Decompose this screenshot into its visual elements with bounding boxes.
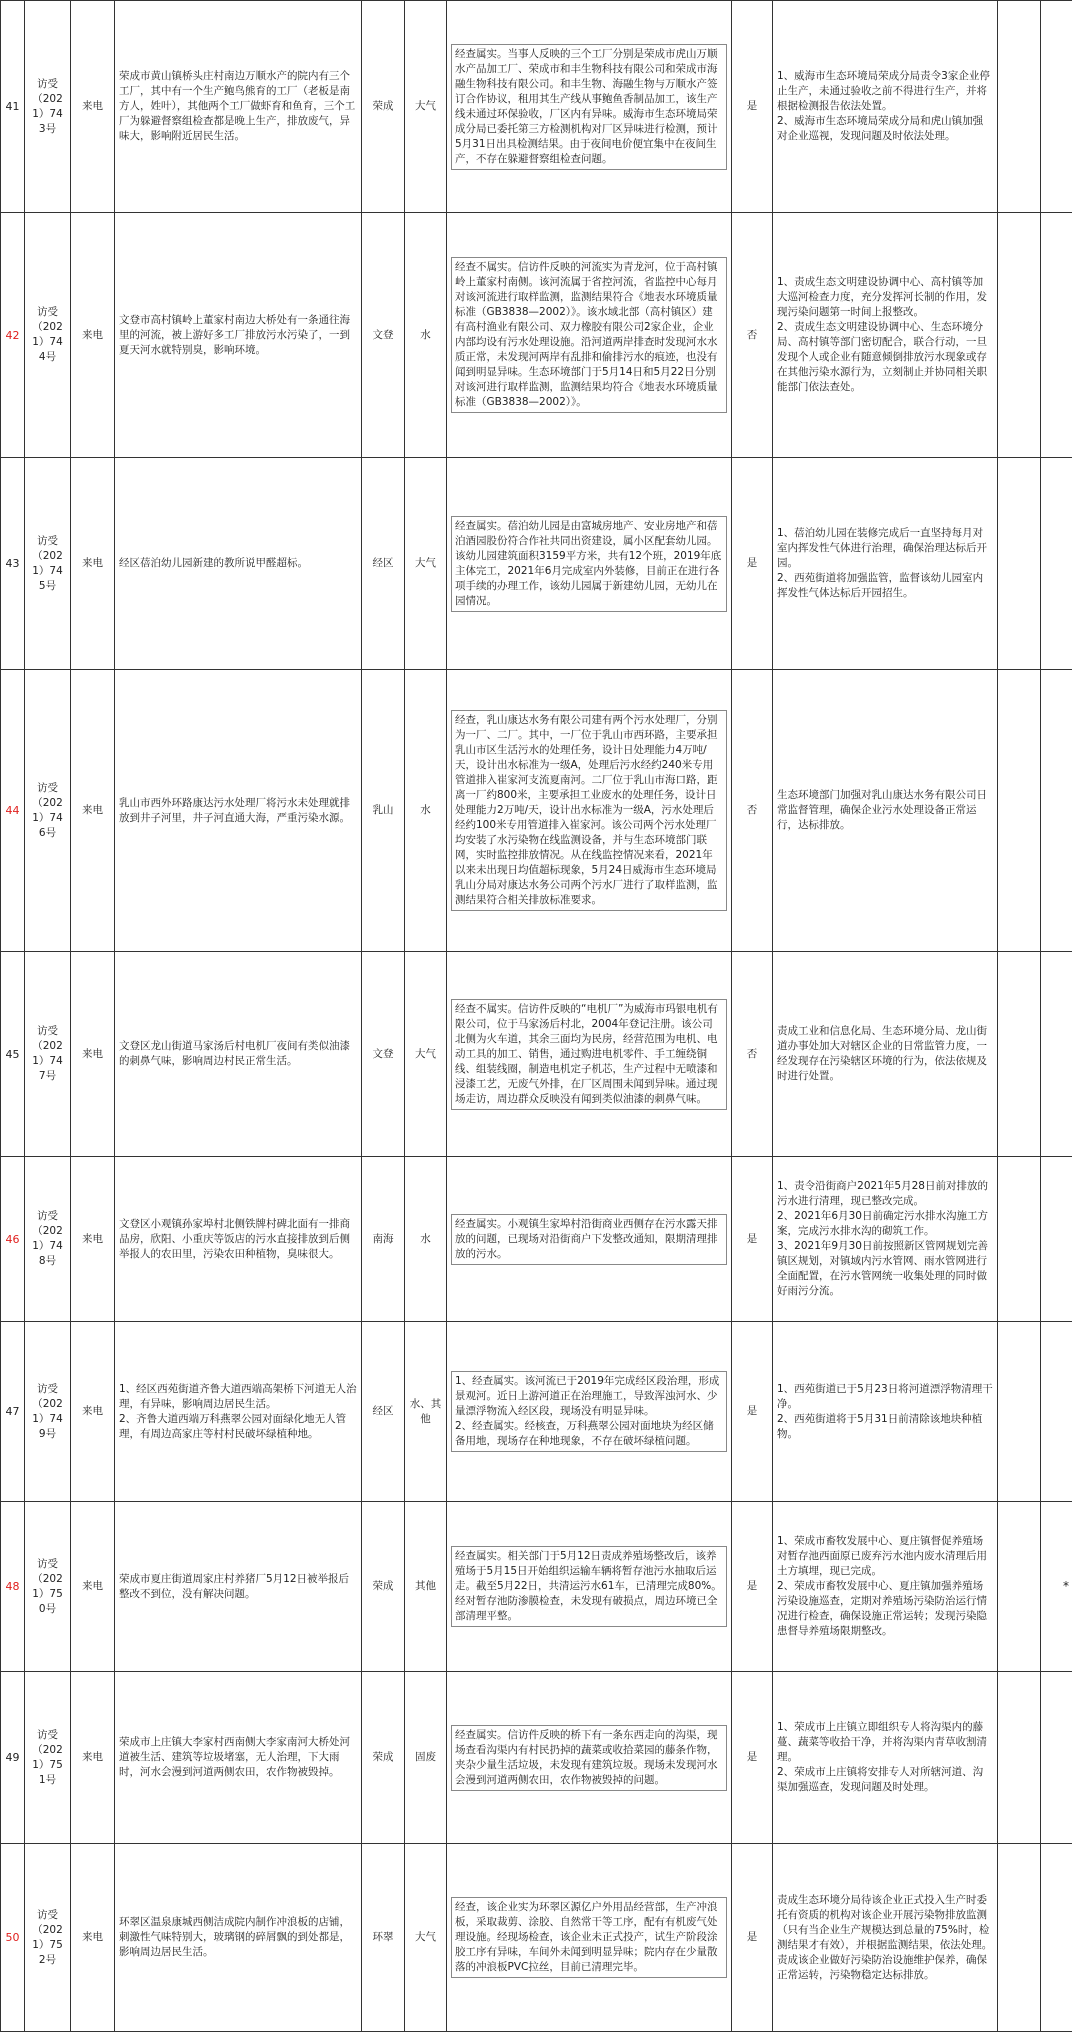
- issue-description: 经区蓓泊幼儿园新建的教所说甲醛超标。: [115, 458, 362, 670]
- finding-text: 经查属实。相关部门于5月12日责成养殖场整改后，该养殖场于5月15日开始组织运输车辆将暂存池污水抽取后运走。截至5月22日，共清运污水61车，已清理完成80%。经对暂存池防渗膜检查，未发现有破损点，周边环境已全部清理平整。: [451, 1546, 727, 1627]
- issue-description: 文登区小观镇孙家埠村北侧铁牌村碑北面有一排商品房，欣阳、小重庆等饭店的污水直接排放到后侧举报人的农田里，污染农田种植物，臭味很大。: [115, 1157, 362, 1322]
- note-cell: [1041, 1, 1072, 213]
- table-row: [1, 213, 1072, 458]
- verified-status: 是: [732, 1322, 773, 1502]
- handling-action: 1、荣成市上庄镇立即组织专人将沟渠内的藤蔓、蔬菜等收拾干净，并将沟渠内青草收割清理。 2、荣成市上庄镇将安排专人对所辖河道、沟渠加强巡查，发现问题及时处理。: [773, 1672, 998, 1844]
- pollution-type: 大气: [405, 1, 447, 213]
- verified-status: 是: [732, 1, 773, 213]
- pollution-type: 水、其他: [405, 1322, 447, 1502]
- table-row: [1, 1672, 1072, 1844]
- pollution-type: 其他: [405, 1502, 447, 1672]
- row-number: 49: [1, 1672, 25, 1844]
- handling-action: 责成生态环境分局待该企业正式投入生产时委托有资质的机构对该企业开展污染物排放监测（只有当企业生产规模达到总量的75%时，检测结果才有效），并根据监测结果，依法处理。责成该企业做好污染防治设施维护保养，确保正常运转，污染物稳定达标排放。: [773, 1844, 998, 2032]
- batch-number: 访受（2021）748号: [25, 1157, 71, 1322]
- note-cell: [1041, 1844, 1072, 2032]
- batch-number: 访受（2021）747号: [25, 952, 71, 1157]
- table-row: [1, 458, 1072, 670]
- row-number: 45: [1, 952, 25, 1157]
- row-number: 42: [1, 213, 25, 458]
- source-type: 来电: [71, 1157, 115, 1322]
- batch-number: 访受（2021）751号: [25, 1672, 71, 1844]
- source-type: 来电: [71, 1672, 115, 1844]
- finding-text: 经查不属实。信访件反映的河流实为青龙河，位于高村镇岭上董家村南侧。该河流属于省控河流，省监控中心每月对该河流进行取样监测，监测结果符合《地表水环境质量标准（GB3838—2002）》。该水域北部（高村镇区）建有高村渔业有限公司、双力橡胶有限公司2家企业，企业内部均设有污水处理设施。沿河道两岸排查时发现河水水质正常，未发现河两岸有乱排和偷排污水的痕迹，也没有闻到明显异味。生态环境部门于5月14日和5月22日分别对该河进行取样监测，监测结果均符合《地表水环境质量标准（GB3838—2002）》。: [451, 257, 727, 413]
- finding-text: 经查不属实。信访件反映的“电机厂”为威海市玛银电机有限公司，位于马家汤后村北，2004年登记注册。该公司北侧为火车道，其余三面均为民房，经营范围为电机、电动工具的加工、销售，通过购进电机零件、手工缠绕铜线、组装线圈，制造电机定子机芯，生产过程中无喷漆和浸漆工艺，无废气外排，在厂区周围未闻到异味。通过现场走访，周边群众反映没有闻到类似油漆的刺鼻气味。: [451, 999, 727, 1110]
- resolved-status: [998, 952, 1041, 1157]
- source-type: 来电: [71, 1502, 115, 1672]
- table-row: [1, 952, 1072, 1157]
- verified-status: 否: [732, 952, 773, 1157]
- verified-status: 否: [732, 670, 773, 952]
- issue-description: 文登市高村镇岭上董家村南边大桥处有一条通往海里的河流，被上游好多工厂排放污水污染了，一到夏天河水就特别臭，影响环境。: [115, 213, 362, 458]
- resolved-status: [998, 458, 1041, 670]
- resolved-status: [998, 213, 1041, 458]
- resolved-status: [998, 1322, 1041, 1502]
- investigation-finding: [447, 1322, 732, 1502]
- verified-status: 是: [732, 458, 773, 670]
- district: 文登: [362, 952, 405, 1157]
- batch-number: 访受（2021）752号: [25, 1844, 71, 2032]
- source-type: 来电: [71, 458, 115, 670]
- resolved-status: [998, 1157, 1041, 1322]
- note-cell: [1041, 952, 1072, 1157]
- table-row: [1, 1502, 1072, 1672]
- verified-status: 是: [732, 1502, 773, 1672]
- handling-action: 责成工业和信息化局、生态环境分局、龙山街道办事处加大对辖区企业的日常监管力度，一经发现存在污染辖区环境的行为，依法依规及时进行处置。: [773, 952, 998, 1157]
- batch-number: 访受（2021）744号: [25, 213, 71, 458]
- row-number: 46: [1, 1157, 25, 1322]
- row-number: 50: [1, 1844, 25, 2032]
- investigation-finding: [447, 458, 732, 670]
- finding-text: 经查，乳山康达水务有限公司建有两个污水处理厂，分别为一厂、二厂。其中，一厂位于乳山市西环路，主要承担乳山市区生活污水的处理任务，设计日处理能力4万吨/天，设计出水标准为一级A，处理后污水经约240米专用管道排入崔家河支流夏南河。二厂位于乳山市海口路，距离一厂约800米，主要承担工业废水的处理任务，设计日处理能力2万吨/天，设计出水标准为一级A，污水处理后经约100米专用管道排入崔家河。该公司两个污水处理厂均安装了水污染物在线监测设备，并与生态环境部门联网，实时监控排放情况。从在线监控情况来看，2021年以来未出现日均值超标现象，5月24日威海市生态环境局乳山分局对康达水务公司两个污水厂进行了取样监测，监测结果符合相关排放标准要求。: [451, 710, 727, 911]
- finding-text: 经查属实。当事人反映的三个工厂分别是荣成市虎山万顺水产品加工厂、荣成市和丰生物科技有限公司和荣成市海融生物科技有限公司。和丰生物、海融生物与万顺水产签订合作协议，租用其生产线从事鲍鱼香制品加工，该生产线未通过环保验收，厂区内有异味。威海市生态环境局荣成分局已委托第三方检测机构对厂区异味进行检测，预计5月31日出具检测结果。由于夜间电价便宜集中在夜间生产，不存在躲避督察组检查问题。: [451, 44, 727, 170]
- row-number: 48: [1, 1502, 25, 1672]
- verified-status: 是: [732, 1157, 773, 1322]
- source-type: 来电: [71, 670, 115, 952]
- batch-number: 访受（2021）750号: [25, 1502, 71, 1672]
- issue-description: 文登区龙山街道马家汤后村电机厂夜间有类似油漆的刺鼻气味，影响周边村民正常生活。: [115, 952, 362, 1157]
- investigation-finding: [447, 1157, 732, 1322]
- issue-description: 乳山市西外环路康达污水处理厂将污水未处理就排放到井子河里，井子河直通大海，严重污染水源。: [115, 670, 362, 952]
- pollution-type: 大气: [405, 952, 447, 1157]
- source-type: 来电: [71, 952, 115, 1157]
- note-cell: [1041, 213, 1072, 458]
- batch-number: 访受（2021）746号: [25, 670, 71, 952]
- pollution-type: 固废: [405, 1672, 447, 1844]
- resolved-status: [998, 1844, 1041, 2032]
- handling-action: 1、威海市生态环境局荣成分局责令3家企业停止生产，未通过验收之前不得进行生产，并将根据检测报告依法处置。 2、威海市生态环境局荣成分局和虎山镇加强对企业巡视，发现问题及时依法处理。: [773, 1, 998, 213]
- note-cell: [1041, 1157, 1072, 1322]
- table-row: [1, 670, 1072, 952]
- table-row: [1, 1157, 1072, 1322]
- table-row: [1, 1844, 1072, 2032]
- resolved-status: [998, 1672, 1041, 1844]
- handling-action: 生态环境部门加强对乳山康达水务有限公司日常监督管理，确保企业污水处理设备正常运行，达标排放。: [773, 670, 998, 952]
- table-row: [1, 1322, 1072, 1502]
- district: 经区: [362, 458, 405, 670]
- handling-action: 1、责令沿街商户2021年5月28日前对排放的污水进行清理，现已整改完成。 2、2021年6月30日前确定污水排水沟施工方案，完成污水排水沟的砌筑工作。 3、2021年9月30日前按照新区管网规划完善镇区规划，对镇域内污水管网、雨水管网进行全面配置，在污水管网统一收集处理的同时做好雨污分流。: [773, 1157, 998, 1322]
- verified-status: 是: [732, 1672, 773, 1844]
- batch-number: 访受（2021）745号: [25, 458, 71, 670]
- verified-status: 是: [732, 1844, 773, 2032]
- district: 南海: [362, 1157, 405, 1322]
- finding-text: 1、经查属实。该河流已于2019年完成经区段治理，形成景观河。近日上游河道正在治理施工，导致浑浊河水、少量漂浮物流入经区段，现场没有明显异味。 2、经查属实。经核查，万科燕翠公园对面地块为经区储备用地，现场存在种地现象，不存在破坏绿植问题。: [451, 1371, 727, 1452]
- investigation-finding: [447, 670, 732, 952]
- source-type: 来电: [71, 213, 115, 458]
- investigation-finding: [447, 952, 732, 1157]
- source-type: 来电: [71, 1844, 115, 2032]
- row-number: 44: [1, 670, 25, 952]
- finding-text: 经查属实。信访件反映的桥下有一条东西走向的沟渠，现场查看沟渠内有村民扔掉的蔬菜或收拾菜园的藤条作物，夹杂少量生活垃圾，未发现有建筑垃圾。现场未发现河水会漫到河道两侧农田，农作物被毁掉的问题。: [451, 1725, 727, 1791]
- district: 荣成: [362, 1502, 405, 1672]
- resolved-status: [998, 1502, 1041, 1672]
- note-cell: [1041, 458, 1072, 670]
- source-type: 来电: [71, 1322, 115, 1502]
- investigation-finding: [447, 1672, 732, 1844]
- investigation-finding: [447, 213, 732, 458]
- note-cell: [1041, 1672, 1072, 1844]
- finding-text: 经查属实。小观镇生家埠村沿街商业西侧存在污水露天排放的问题，已现场对沿街商户下发整改通知，限期清理排放的污水。: [451, 1214, 727, 1265]
- district: 荣成: [362, 1, 405, 213]
- row-number: 41: [1, 1, 25, 213]
- batch-number: 访受（2021）749号: [25, 1322, 71, 1502]
- resolved-status: [998, 1, 1041, 213]
- pollution-type: 水: [405, 1157, 447, 1322]
- pollution-type: 水: [405, 670, 447, 952]
- row-number: 43: [1, 458, 25, 670]
- issue-description: 1、经区西苑街道齐鲁大道西端高架桥下河道无人治理，有异味，影响周边居民生活。 2、齐鲁大道西端万科燕翠公园对面绿化地无人管理，有周边高家庄等村村民破坏绿植种地。: [115, 1322, 362, 1502]
- investigation-finding: [447, 1502, 732, 1672]
- finding-text: 经查，该企业实为环翠区源亿户外用品经营部，生产冲浪板，采取裁剪、涂胶、自然常干等工序，配有有机废气处理设施。经现场检查，该企业未正式投产，试生产阶段涂胶工序有异味，车间外未闻到明显异味；院内存在少量散落的冲浪板PVC拉丝，目前已清理完毕。: [451, 1897, 727, 1978]
- issue-description: 环翠区温泉康城西侧洁成院内制作冲浪板的店铺，刺激性气味特别大，玻璃钢的碎屑飘的到处都是，影响周边居民生活。: [115, 1844, 362, 2032]
- handling-action: 1、责成生态文明建设协调中心、高村镇等加大巡河检查力度，充分发挥河长制的作用，发现污染问题第一时间上报整改。 2、责成生态文明建设协调中心、生态环境分局、高村镇等部门密切配合，联合行动，一旦发现个人或企业有随意倾倒排放污水现象或存在其他污染水源行为，立刻制止并协同相关职能部门依法查处。: [773, 213, 998, 458]
- district: 环翠: [362, 1844, 405, 2032]
- pollution-type: 大气: [405, 1844, 447, 2032]
- note-cell: *: [1041, 1502, 1072, 1672]
- issue-description: 荣成市黄山镇桥头庄村南边万顺水产的院内有三个工厂，其中有一个生产鲍鸟熊育的工厂（老板是南方人，姓叶），其他两个工厂做虾育和鱼育，三个工厂为躲避督察组检查都是晚上生产，排放废气，异味大，影响附近居民生活。: [115, 1, 362, 213]
- note-cell: [1041, 1322, 1072, 1502]
- issue-description: 荣成市上庄镇大李家村西南侧大李家南河大桥处河道被生活、建筑等垃圾堵塞，无人治理，下大雨时，河水会漫到河道两侧农田，农作物被毁掉。: [115, 1672, 362, 1844]
- row-number: 47: [1, 1322, 25, 1502]
- resolved-status: [998, 670, 1041, 952]
- verified-status: 否: [732, 213, 773, 458]
- investigation-finding: [447, 1, 732, 213]
- investigation-finding: [447, 1844, 732, 2032]
- pollution-type: 大气: [405, 458, 447, 670]
- finding-text: 经查属实。蓓泊幼儿园是由富城房地产、安业房地产和蓓泊酒园股份符合作社共同出资建设，属小区配套幼儿园。该幼儿园建筑面积3159平方米，共有12个班，2019年底主体完工，2021年6月完成室内外装修，目前正在进行各项手续的办理工作，该幼儿园属于新建幼儿园，无幼儿在园情况。: [451, 516, 727, 612]
- district: 经区: [362, 1322, 405, 1502]
- note-cell: [1041, 670, 1072, 952]
- district: 荣成: [362, 1672, 405, 1844]
- table-body: [1, 1, 1072, 2032]
- handling-action: 1、荣成市畜牧发展中心、夏庄镇督促养殖场对暂存池西面原已废弃污水池内废水清理后用土方填埋，现已完成。 2、荣成市畜牧发展中心、夏庄镇加强养殖场污染设施巡查，定期对养殖场污染防治运行情况进行检查，确保设施正常运转；发现污染隐患督导养殖场限期整改。: [773, 1502, 998, 1672]
- table-row: [1, 1, 1072, 213]
- batch-number: 访受（2021）743号: [25, 1, 71, 213]
- handling-action: 1、西苑街道已于5月23日将河道漂浮物清理干净。 2、西苑街道将于5月31日前清除该地块种植物。: [773, 1322, 998, 1502]
- handling-action: 1、蓓泊幼儿园在装修完成后一直坚持每月对室内挥发性气体进行治理，确保治理达标后开园。 2、西苑街道将加强监管，监督该幼儿园室内挥发性气体达标后开园招生。: [773, 458, 998, 670]
- pollution-type: 水: [405, 213, 447, 458]
- district: 文登: [362, 213, 405, 458]
- district: 乳山: [362, 670, 405, 952]
- source-type: 来电: [71, 1, 115, 213]
- issue-description: 荣成市夏庄街道周家庄村养猪厂5月12日被举报后整改不到位，没有解决问题。: [115, 1502, 362, 1672]
